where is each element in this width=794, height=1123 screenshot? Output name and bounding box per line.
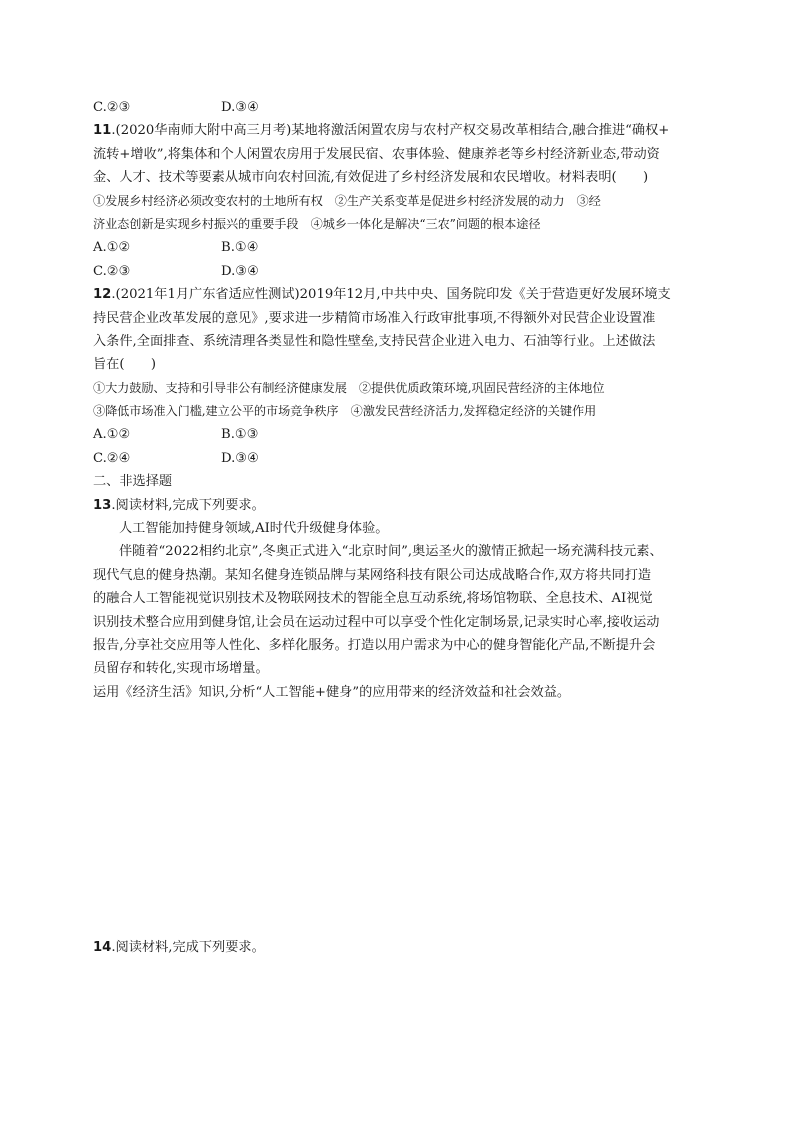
option-b: B.①④ [221,240,259,256]
option-a: A.①② [93,427,131,443]
material-line: 的融合人工智能视觉识别技术及物联网技术的智能全息互动系统,将场馆物联、全息技术、AI视觉 [93,591,653,607]
question-11 [93,119,713,283]
question-14 [93,936,713,959]
exam-page [93,96,713,960]
question-number: 11 [93,123,112,139]
question-stem-line: 11.(2020华南师大附中高三月考)某地将激活闲置农房与农村产权交易改革相结合,融合推进“确权+ [93,123,670,139]
option-d: D.③④ [221,263,259,279]
options-row [93,236,713,259]
question-number: 12 [93,287,112,303]
option-d: D.③④ [221,450,259,466]
material-line: 报告,分享社交应用等人性化、多样化服务。打造以用户需求为中心的健身智能化产品,不断提升会 [93,637,656,653]
question-stem-line: 流转+增收”,将集体和个人闲置农房用于发展民宿、农事体验、健康养老等乡村经济新业态,带动资 [93,146,660,162]
statement-line: ①大力鼓励、支持和引导非公有制经济健康发展 ②提供优质政策环境,巩固民营经济的主体地位 [93,380,605,395]
question-stem-line: 12.(2021年1月广东省适应性测试)2019年12月,中共中央、国务院印发《关于营造更好发展环境支 [93,287,671,303]
question-task: 运用《经济生活》知识,分析“人工智能+健身”的应用带来的经济效益和社会效益。 [93,684,571,700]
options-row [93,423,713,446]
question-stem-line: 持民营企业改革发展的意见》,要求进一步精简市场准入行政审批事项,不得额外对民营企业设置准 [93,310,656,326]
question-number: 14 [93,940,112,956]
option-c: C.②③ [93,100,131,115]
material-line: 识别技术整合应用到健身馆,让会员在运动过程中可以享受个性化定制场景,记录实时心率,接收运动 [93,614,660,630]
option-a: A.①② [93,240,131,256]
q10-options-row [93,96,713,119]
section-heading: 二、非选择题 [93,474,173,490]
option-b: B.①③ [221,427,259,443]
question-stem-line: 入条件,全面排查、系统清理各类显性和隐性壁垒,支持民营企业进入电力、石油等行业。上述做法 [93,333,656,349]
answer-space[interactable] [93,704,713,936]
statement-line: ①发展乡村经济必须改变农村的土地所有权 ②生产关系变革是促进乡村经济发展的动力 ③经 [93,193,601,208]
option-c: C.②④ [93,450,131,466]
material-line: 现代气息的健身热潮。某知名健身连锁品牌与某网络科技有限公司达成战略合作,双方将共同打造 [93,567,652,583]
material-line: 员留存和转化,实现市场增量。 [93,661,269,677]
question-number: 13 [93,497,112,513]
statement-line: ③降低市场准入门槛,建立公平的市场竞争秩序 ④激发民营经济活力,发挥稳定经济的关键作用 [93,404,597,419]
question-13 [93,494,713,937]
question-stem-line: 金、人才、技术等要素从城市向农村回流,有效促进了乡村经济发展和农民增收。材料表明( ) [93,170,649,186]
question-12 [93,283,713,470]
material-line: 伴随着“2022相约北京”,冬奥正式进入“北京时间”,奥运圣火的激情正掀起一场充满科技元素、 [119,544,663,560]
question-stem-line: 旨在( ) [93,357,157,373]
option-c: C.②③ [93,263,131,279]
options-row [93,447,713,470]
options-row [93,260,713,283]
option-d: D.③④ [221,100,259,115]
material-heading: 人工智能加持健身领域,AI时代升级健身体验。 [119,521,389,537]
question-stem-line: 14.阅读材料,完成下列要求。 [93,940,265,956]
statement-line: 济业态创新是实现乡村振兴的重要手段 ④城乡一体化是解决“三农”问题的根本途径 [93,216,541,231]
question-stem-line: 13.阅读材料,完成下列要求。 [93,497,265,513]
